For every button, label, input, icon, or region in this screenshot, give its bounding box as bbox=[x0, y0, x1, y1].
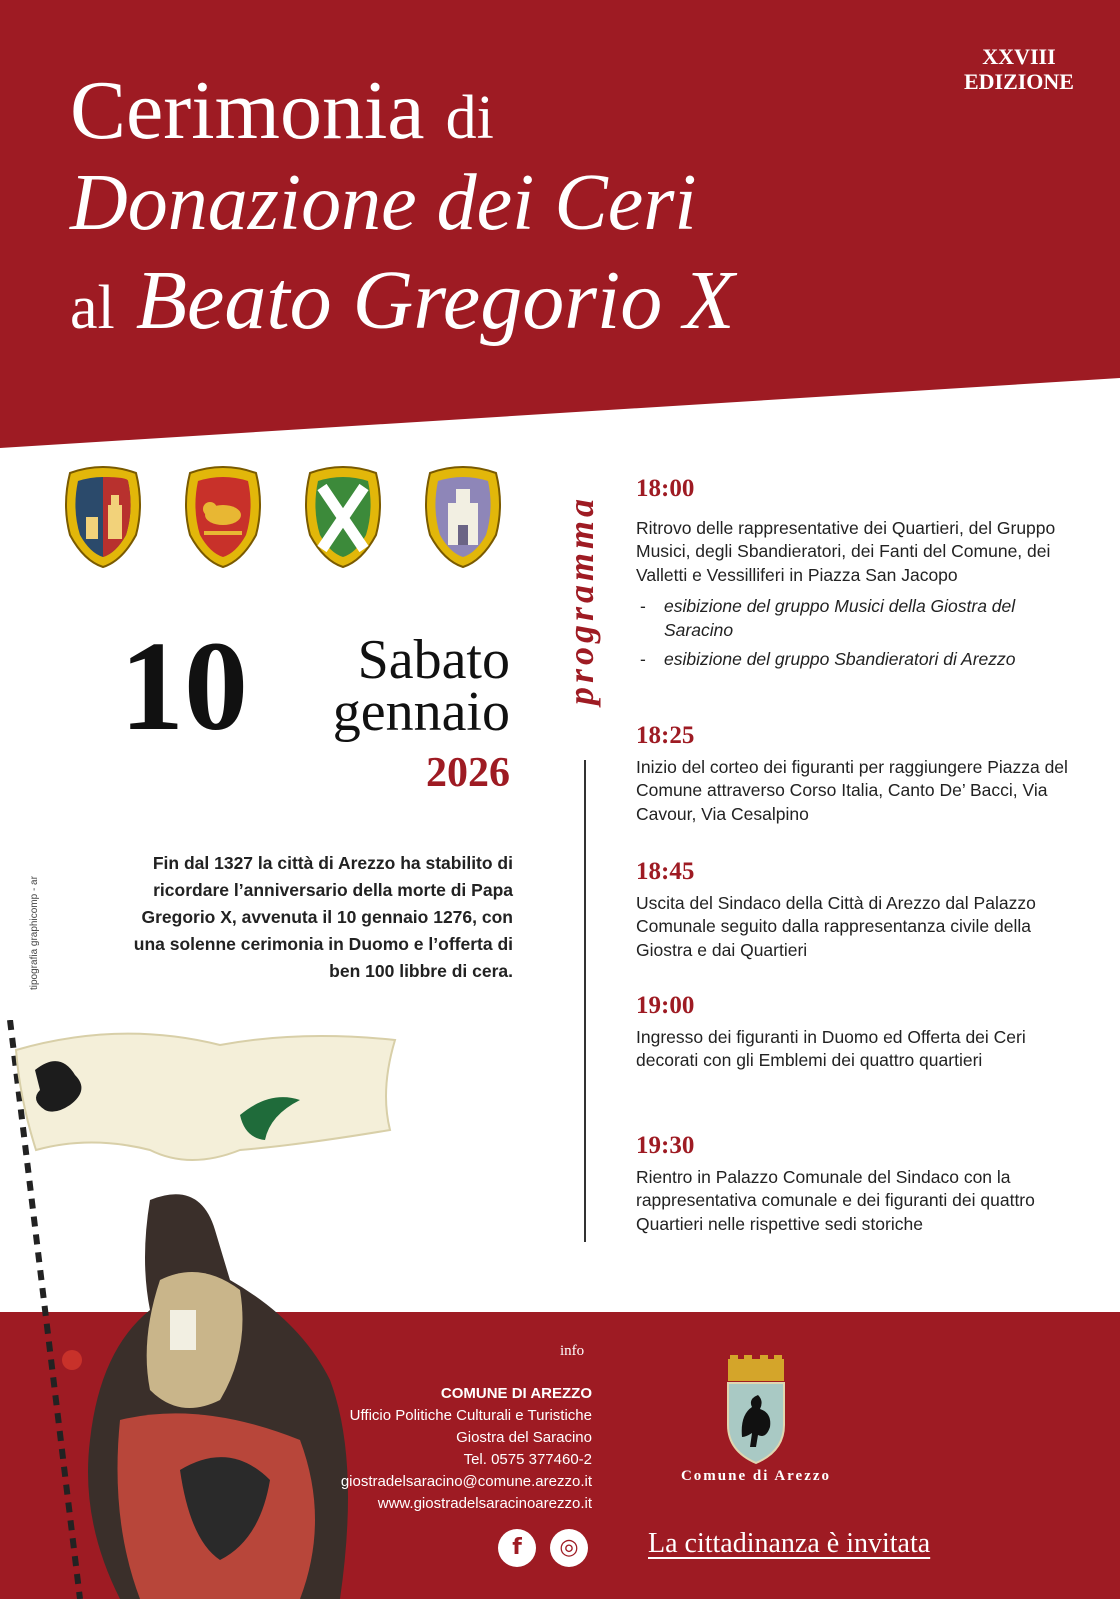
instagram-icon[interactable]: ◎ bbox=[550, 1529, 588, 1567]
crest-icon bbox=[62, 465, 144, 569]
title-word-cerimonia: Cerimonia bbox=[70, 64, 425, 157]
title-beato-gregorio: Beato Gregorio X bbox=[135, 254, 735, 347]
facebook-icon[interactable]: f bbox=[498, 1529, 536, 1567]
title-line-3 bbox=[70, 252, 735, 349]
schedule-time: 19:30 bbox=[636, 1132, 695, 1159]
programma-label: programma bbox=[561, 494, 601, 705]
schedule-time: 18:45 bbox=[636, 858, 695, 885]
divider-line bbox=[584, 760, 586, 1242]
crest-icon bbox=[302, 465, 384, 569]
edition-number: XXVIII bbox=[982, 44, 1056, 69]
schedule-description: Inizio del corteo dei figuranti per raggiungere Piazza del Comune attraverso Corso Italia, Canto De’ Bacci, Via Cavour, Via Cesalpino bbox=[636, 756, 1068, 824]
schedule-item bbox=[636, 992, 1086, 1073]
schedule-time: 19:00 bbox=[636, 992, 695, 1019]
schedule-description: Ingresso dei figuranti in Duomo ed Offerta dei Ceri decorati con gli Emblemi dei quattro quartieri bbox=[636, 1026, 1026, 1070]
schedule-description: Ritrovo delle rappresentative dei Quartieri, del Gruppo Musici, degli Sbandieratori, dei Fanti del Comune, dei Valletti e Vessilliferi in Piazza San Jacopo bbox=[636, 517, 1056, 585]
schedule-description: Rientro in Palazzo Comunale del Sindaco con la rappresentativa comunale e dei figuranti dei quattro Quartieri nelle rispettive sedi storiche bbox=[636, 1166, 1035, 1234]
schedule-description: Uscita del Sindaco della Città di Arezzo dal Palazzo Comunale seguito dalla rappresentanza civile della Giostra e dai Quartieri bbox=[636, 892, 1036, 960]
title-line-1 bbox=[70, 62, 494, 159]
title-word-al: al bbox=[70, 274, 115, 342]
intro-paragraph: Fin dal 1327 la città di Arezzo ha stabilito di ricordare l’anniversario della morte di Papa Gregorio X, avvenuta il 10 gennaio 1276, con una solenne cerimonia in Duomo e l’offerta di ben 100 libbre di cera. bbox=[133, 853, 513, 981]
invitation-line: La cittadinanza è invitata bbox=[648, 1528, 931, 1559]
info-label: info bbox=[560, 1343, 585, 1359]
info-office: Ufficio Politiche Culturali e Turistiche bbox=[349, 1407, 592, 1424]
schedule-sub-item: - esibizione del gruppo Sbandieratori di Arezzo bbox=[640, 649, 1016, 669]
date-weekday: Sabato bbox=[357, 629, 510, 691]
info-org: COMUNE DI AREZZO bbox=[440, 1385, 592, 1402]
quartieri-crests bbox=[62, 465, 522, 575]
schedule-item bbox=[636, 722, 1086, 826]
schedule-item bbox=[636, 1132, 1086, 1236]
info-website-link[interactable]: www.giostradelsaracinoarezzo.it bbox=[377, 1495, 592, 1512]
info-dept: Giostra del Saracino bbox=[456, 1429, 592, 1446]
contact-info bbox=[300, 1383, 592, 1515]
title-word-di: di bbox=[445, 84, 494, 152]
edition-label: EDIZIONE bbox=[963, 69, 1074, 95]
printer-credit: tipografia graphicomp - ar bbox=[29, 876, 40, 990]
info-email-link[interactable]: giostradelsaracino@comune.arezzo.it bbox=[340, 1473, 592, 1490]
crest-icon bbox=[422, 465, 504, 569]
schedule-item bbox=[636, 475, 1086, 678]
date-month: gennaio bbox=[332, 681, 510, 743]
schedule-time: 18:25 bbox=[636, 722, 695, 749]
schedule-item bbox=[636, 858, 1086, 962]
social-links bbox=[498, 1529, 602, 1567]
comune-logo-text: Comune di Arezzo bbox=[680, 1468, 832, 1484]
date-year: 2026 bbox=[426, 750, 510, 796]
comune-arezzo-crest-icon bbox=[722, 1355, 790, 1465]
edition-badge bbox=[964, 44, 1074, 95]
crest-icon bbox=[182, 465, 264, 569]
schedule-time: 18:00 bbox=[636, 475, 695, 502]
schedule-sub-list bbox=[636, 595, 1086, 672]
title-line-2: Donazione dei Ceri bbox=[70, 159, 697, 247]
date-day-number: 10 bbox=[120, 615, 248, 757]
schedule-sub-item: - esibizione del gruppo Musici della Giostra del Saracino bbox=[640, 596, 1016, 640]
info-phone[interactable]: Tel. 0575 377460-2 bbox=[463, 1451, 592, 1468]
